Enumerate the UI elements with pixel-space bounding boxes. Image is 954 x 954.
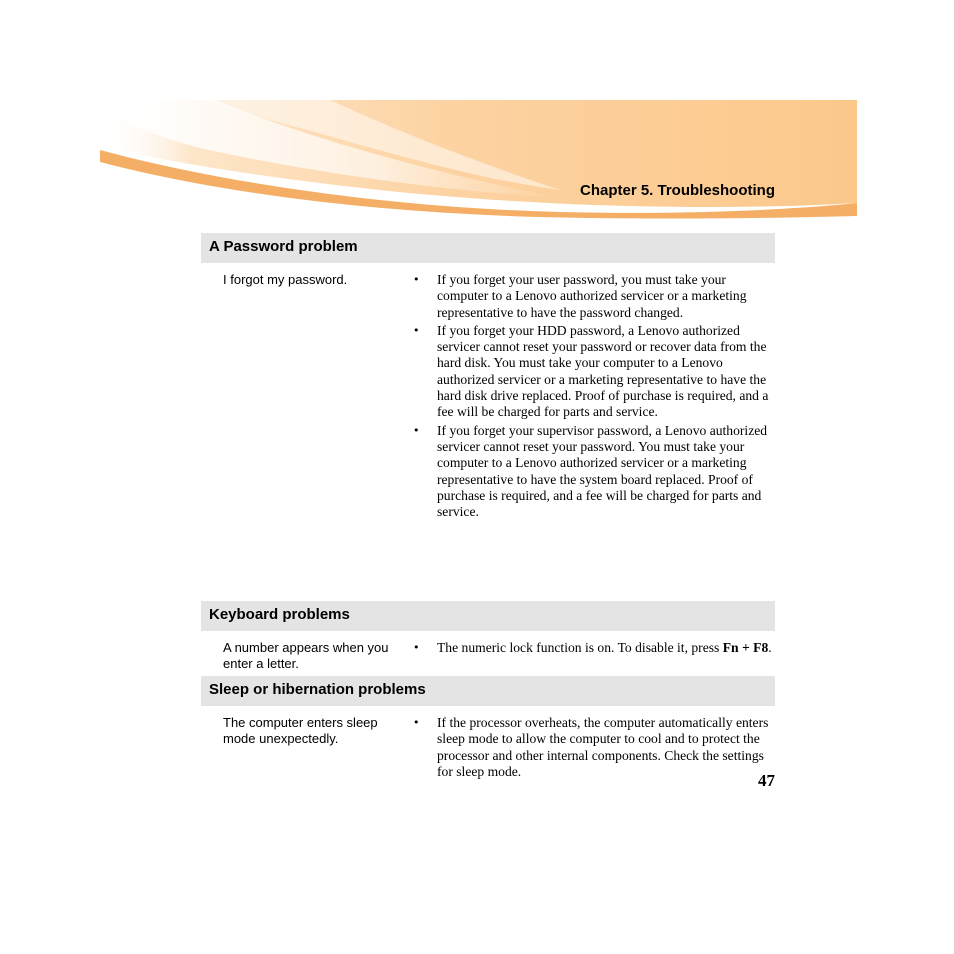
solution-text-main: The numeric lock function is on. To disable it, press	[437, 640, 720, 655]
solution-list	[413, 272, 775, 601]
table-row	[201, 631, 775, 676]
solution-text: If you forget your user password, you must take your computer to a Lenovo authorized servicer or a marketing representative to have the password changed.	[437, 272, 747, 320]
page-number: 47	[758, 771, 775, 790]
solution-text	[437, 640, 775, 656]
bullet-icon: •	[413, 423, 420, 437]
bullet-icon: •	[413, 716, 420, 729]
symptom-text: I forgot my password.	[223, 272, 348, 287]
symptom-text: A number appears when you enter a letter.	[223, 640, 389, 671]
bullet-icon: •	[413, 273, 420, 286]
list-item	[413, 272, 775, 321]
solution-text: If you forget your HDD password, a Lenovo authorized servicer cannot reset your password or recover data from the hard disk. You must take your computer to a Lenovo authorized servicer or a marketing representative to have the hard disk drive replaced. Proof of purchase is required, and a fee will be charged for parts and service.	[437, 322, 769, 420]
section-header-keyboard: Keyboard problems	[201, 601, 775, 631]
bullet-icon: •	[413, 323, 420, 337]
troubleshooting-table	[201, 233, 775, 782]
table-row	[201, 706, 775, 782]
solution-text: If the processor overheats, the computer automatically enters sleep mode to allow the computer to cool and to protect the processor and other internal components. Check the settings for sleep mode.	[437, 715, 769, 779]
section-header-password: A Password problem	[201, 233, 775, 263]
solution-text: If you forget your supervisor password, a Lenovo authorized servicer cannot reset your password. You must take your computer to a Lenovo authorized servicer or a marketing representative to have the system board replaced. Proof of purchase is required, and a fee will be charged for parts and service.	[437, 422, 768, 520]
bullet-icon: •	[413, 641, 420, 654]
solution-text-end: .	[768, 640, 772, 655]
header-banner	[0, 0, 954, 260]
list-item	[413, 423, 775, 521]
symptom-text: The computer enters sleep mode unexpectedly.	[223, 715, 378, 746]
chapter-title: Chapter 5. Troubleshooting	[579, 182, 775, 199]
list-item	[413, 323, 775, 421]
key-combination: Fn + F8	[722, 640, 769, 655]
table-row	[201, 263, 775, 601]
list-item	[413, 640, 775, 656]
section-header-sleep: Sleep or hibernation problems	[201, 676, 775, 706]
solution-list	[413, 640, 775, 676]
